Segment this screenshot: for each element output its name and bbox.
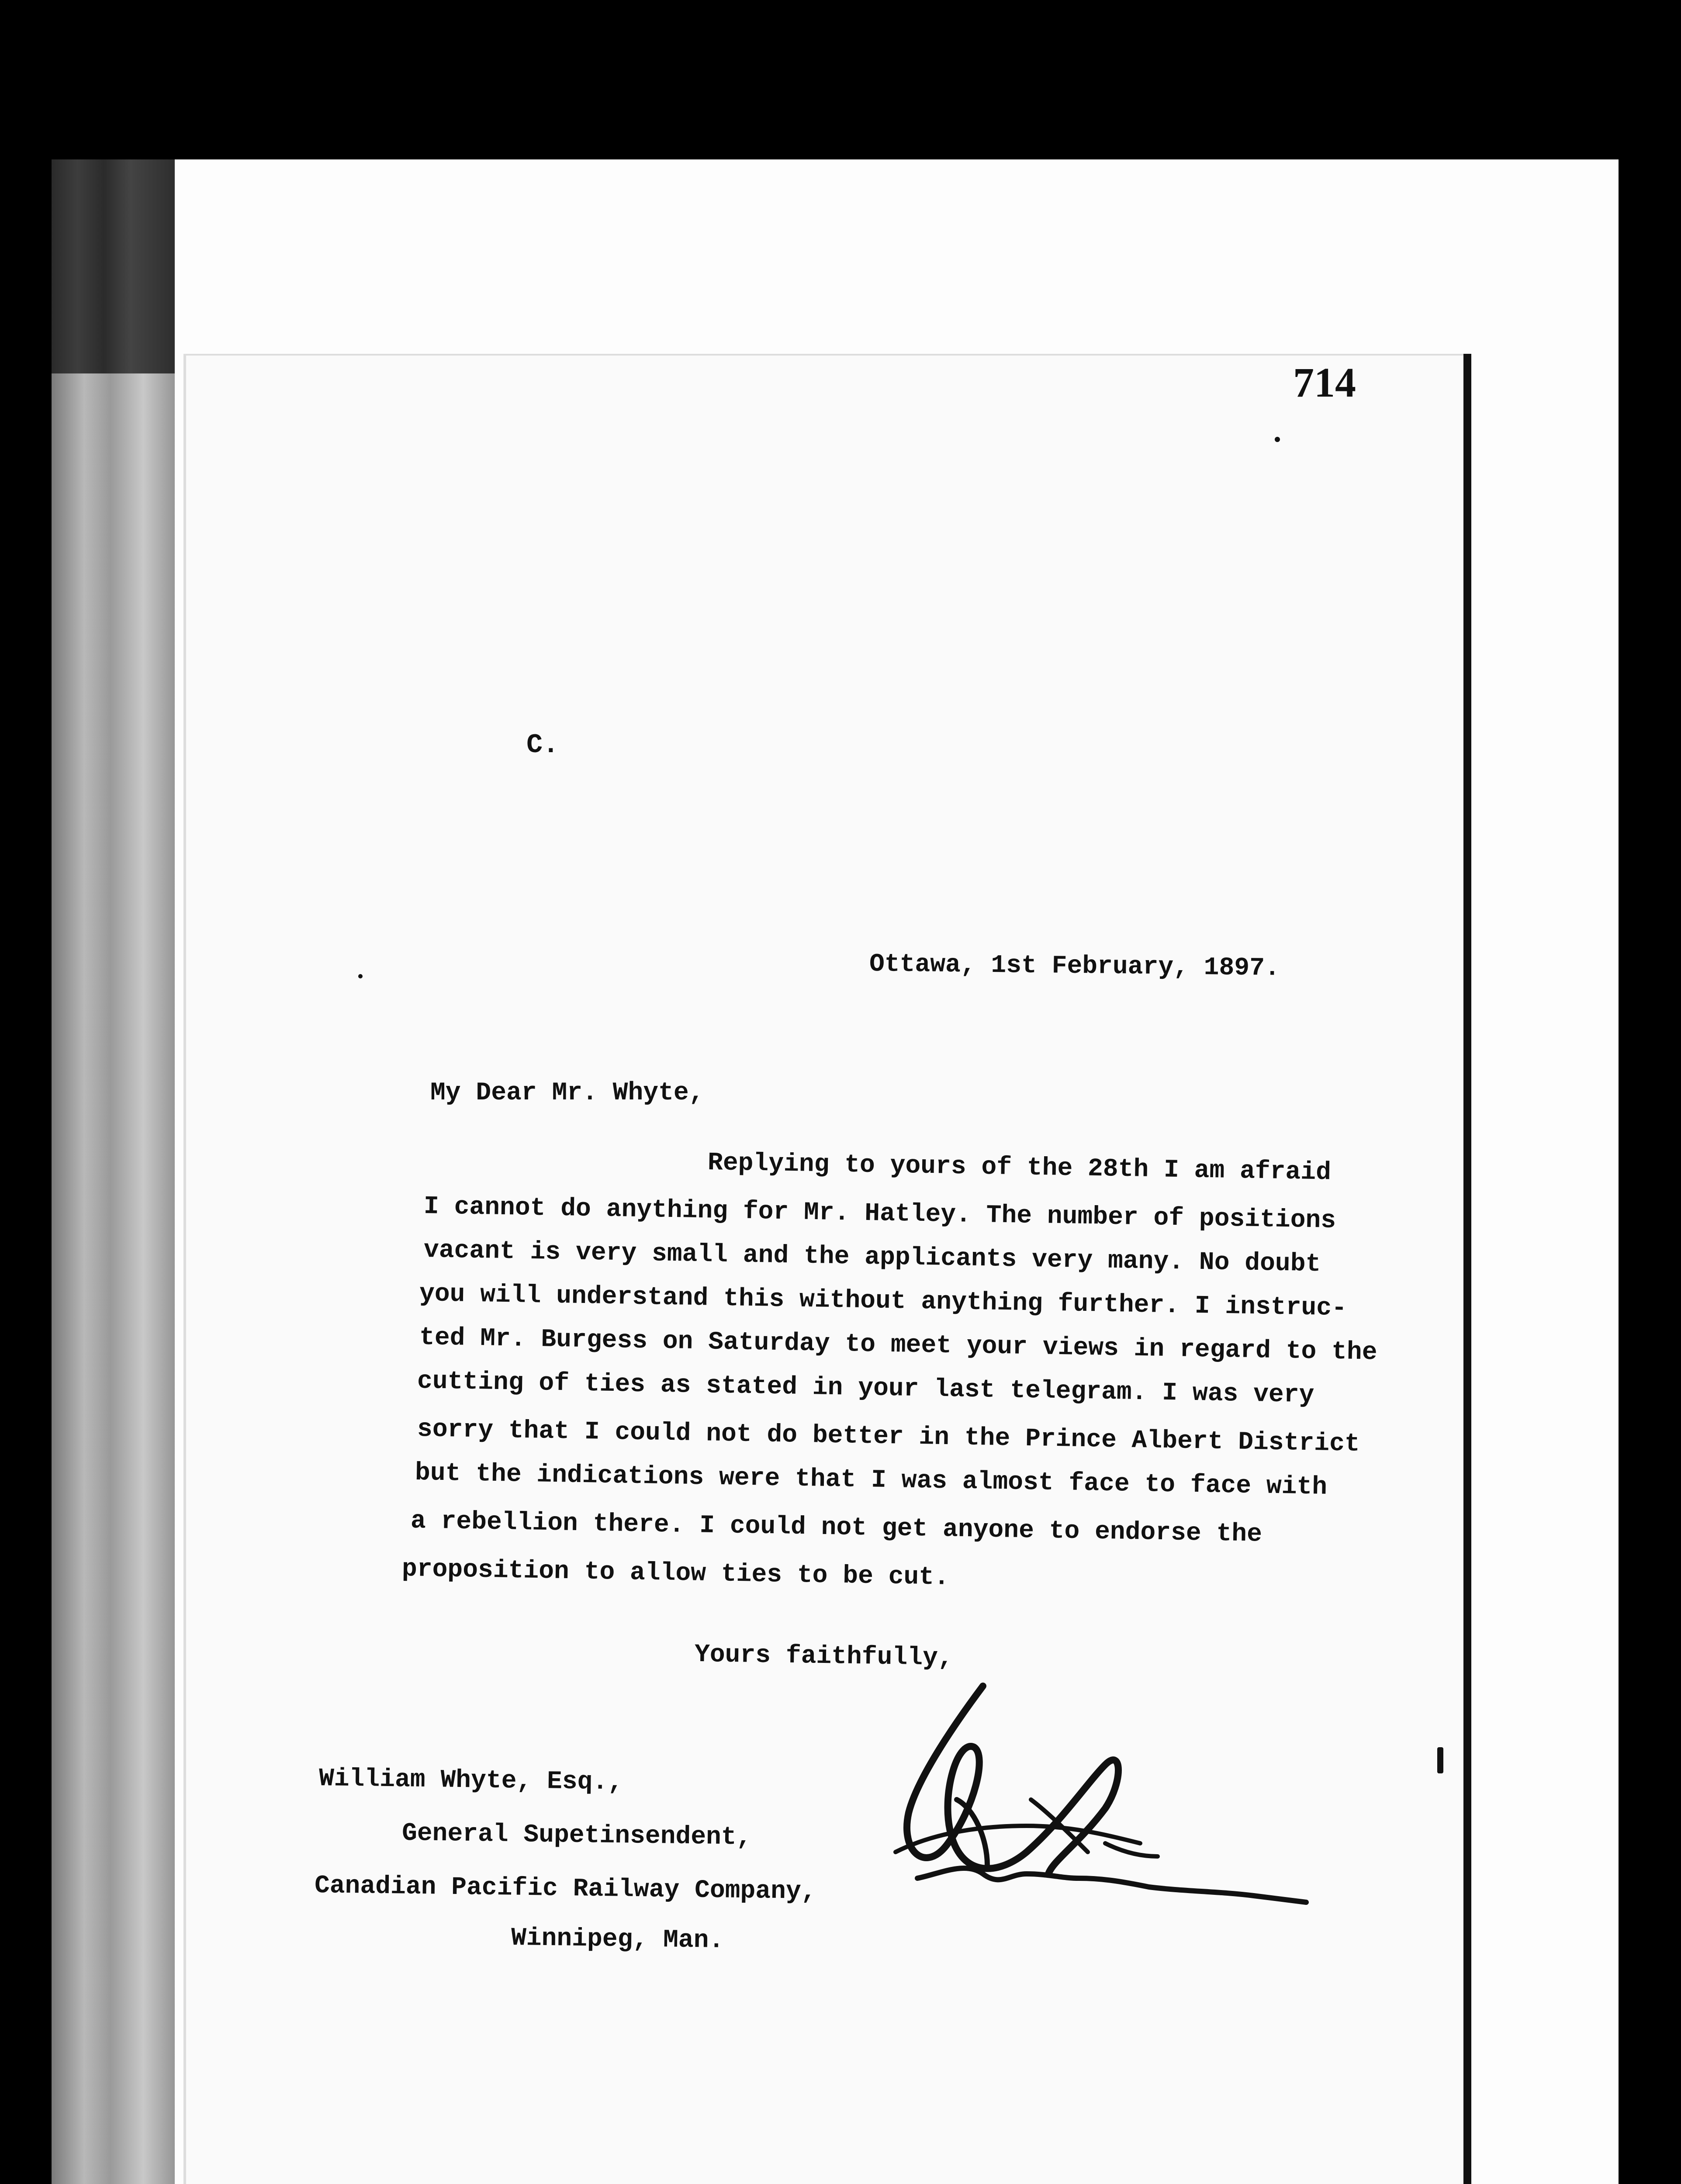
body-line: Replying to yours of the 28th I am afraid xyxy=(707,1149,1332,1187)
address-line: General Supetinsendent, xyxy=(401,1819,752,1852)
closing: Yours faithfully, xyxy=(694,1640,954,1673)
film-edge-light xyxy=(52,373,183,2184)
film-speck xyxy=(1275,437,1280,442)
body-line: proposition to allow ties to be cut. xyxy=(401,1555,950,1592)
body-line: you will understand this without anything further. I instruc- xyxy=(419,1280,1347,1323)
body-line: ted Mr. Burgess on Saturday to meet your views in regard to the xyxy=(419,1324,1378,1367)
address-line: Winnipeg, Man. xyxy=(511,1924,724,1955)
page-number: 714 xyxy=(1293,359,1356,406)
film-speck xyxy=(358,974,363,978)
body-line: but the indications were that I was almost face to face with xyxy=(415,1459,1328,1502)
document-mark: C. xyxy=(526,729,559,760)
address-line: Canadian Pacific Railway Company, xyxy=(314,1872,816,1907)
film-speck xyxy=(1437,1747,1443,1773)
address-line: William Whyte, Esq., xyxy=(318,1765,623,1797)
handwritten-signature xyxy=(843,1669,1324,1974)
body-line: a rebellion there. I could not get anyone to endorse the xyxy=(410,1507,1262,1549)
salutation: My Dear Mr. Whyte, xyxy=(430,1079,704,1107)
dateline: Ottawa, 1st February, 1897. xyxy=(869,950,1280,983)
body-line: I cannot do anything for Mr. Hatley. The number of positions xyxy=(423,1192,1336,1235)
body-line: sorry that I could not do better in the Prince Albert District xyxy=(417,1415,1360,1458)
body-line: cutting of ties as stated in your last telegram. I was very xyxy=(417,1367,1314,1410)
body-line: vacant is very small and the applicants very many. No doubt xyxy=(423,1236,1321,1279)
